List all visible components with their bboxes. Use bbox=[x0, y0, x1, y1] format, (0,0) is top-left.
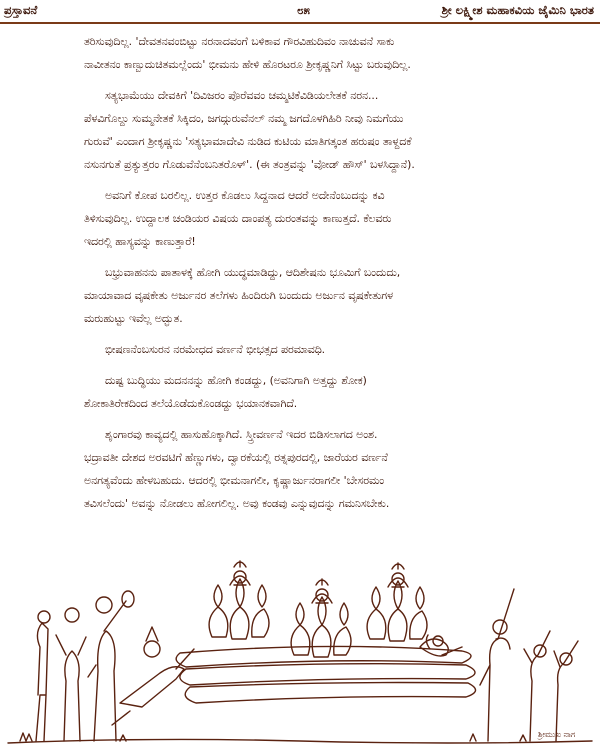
text-line: ತಿಳಿಸುವುದಿಲ್ಲ. ಉದ್ದಾಲಕ ಚಂಡಿಯರ ವಿಷಯ ದಾಂಪತ್ಯ ದುರಂತವನ್ನು ಕಾಣುತ್ತದೆ. ಕೆಲವರು bbox=[84, 212, 392, 225]
text-line: ಭದ್ರಾವತೀ ದೇಶದ ಅರವಟಿಗೆ ಹೆಣ್ಣುಗಳು, ದ್ವಾರಕೆಯಲ್ಲಿ ರತ್ನಪುರದಲ್ಲಿ, ಜಾರೆಯರ ವರ್ಣನೆ bbox=[84, 451, 388, 464]
text-line: ನಸುನಗುತೆ ಪ್ರತ್ಯುತ್ತರಂ ಗೊಡುವೆನೆಂಬನಿತರೊಳ್'. (ಈ ತಂತ್ರವನ್ನು 'ವೋಡ್ ಹೌಸ್' ಬಳಸಿದ್ದಾನೆ). bbox=[84, 158, 415, 171]
text-line: ತರಿಸುವುದಿಲ್ಲ. 'ದೇವತನವಂಬಿಟ್ಟು ನರನಾದವಂಗೆ ಬಳಿಕಾವ ಗೌರವಿಹುದಿವಂ ನಾಚುವನೆ ಸಾಕು bbox=[84, 35, 395, 48]
text-line: ಮರುಹುಟ್ಟು ಇವೆಲ್ಲ ಅದ್ಭುತ. bbox=[84, 312, 183, 325]
ground-line bbox=[8, 739, 592, 743]
paragraph bbox=[84, 338, 524, 361]
paragraph bbox=[84, 261, 524, 330]
text-line: ಇದರಲ್ಲಿ ಹಾಸ್ಯವನ್ನು ಕಾಣುತ್ತಾರೆ! bbox=[84, 235, 196, 248]
page-number: ೮೫ bbox=[297, 3, 310, 17]
paragraph bbox=[84, 369, 524, 415]
text-line: ತವಿಸಲೆಂದು' ಅವನ್ನು ನೋಡಲು ಹೋಗಲಿಲ್ಲ. ಅವು ಕಂಡವು ಎನ್ನುವುದನ್ನು ಗಮನಿಸಬೇಕು. bbox=[84, 497, 390, 510]
lotus-throne-center bbox=[291, 579, 351, 657]
text-line: ಅನಗತ್ಯವೆಂದು ಹೇಳಬಹುದು. ಆದರಲ್ಲಿ ಭೀಮನಾಗಲೀ, ಕೃಷ್ಣಾರ್ಜುನರಾಗಲೀ 'ಬೇಸರಮಂ bbox=[84, 474, 385, 487]
header-section-title: ಪ್ರಸ್ತಾವನೆ bbox=[4, 3, 38, 17]
text-line: ಗುರುವೆ' ಎಂದಾಗ ಶ್ರೀಕೃಷ್ಣನು 'ಸತ್ಯಭಾಮಾದೇವಿ ನುಡಿದ ಕುಟಿಯ ಮಾತಿಗತ್ಕಂತ ಹರುಷಂ ತಾಳ್ದದಕೆ bbox=[84, 135, 412, 148]
text-line: ಶೋಕಾತಿರೇಕದಿಂದ ತಲೆಯೊಡೆದುಕೊಂಡದ್ದು ಭಯಾನಕವಾಗಿದೆ. bbox=[84, 397, 298, 410]
paragraph bbox=[84, 184, 524, 253]
paragraph bbox=[84, 84, 524, 176]
serpent-coil-middle bbox=[180, 664, 475, 685]
text-line: ಬಭ್ರುವಾಹನನು ಪಾತಾಳಕ್ಕೆ ಹೋಗಿ ಯುದ್ಧಮಾಡಿದ್ದು, ಆದಿಶೇಷನು ಭೂಮಿಗೆ ಬಂದುದು, bbox=[105, 266, 401, 279]
text-line: ದುಷ್ಟ ಬುದ್ಧಿಯು ಮದನನನ್ನು ಹೋಗಿ ಕಂಡದ್ದು, (ಅವನಿಗಾಗಿ ಅತ್ತದ್ದು ಶೋಕ) bbox=[105, 374, 367, 387]
paragraph bbox=[84, 423, 524, 515]
standing-figures-right bbox=[480, 589, 578, 741]
paragraph bbox=[84, 30, 524, 76]
header-rule bbox=[0, 22, 600, 24]
text-line: ಶೃಂಗಾರವು ಕಾವ್ಯದಲ್ಲಿ ಹಾಸುಹೊಕ್ಕಾಗಿದೆ. ಸ್ತ್ರೀವರ್ಣನೆ ಇದರ ಬಿಡಿಸಲಾಗದ ಅಂಶ. bbox=[105, 428, 378, 441]
lotus-throne-right bbox=[367, 563, 427, 641]
text-line: ಅವನಿಗೆ ಕೋಪ ಬರಲಿಲ್ಲ. ಉತ್ತರ ಕೊಡಲು ಸಿದ್ದನಾದ ಆದರೆ ಅದೇನೆಂಬುದನ್ನು ಕವಿ bbox=[105, 189, 385, 202]
text-line: ನಾವೀತನಂ ಕಾಣ್ಬುದುಚಿತಮಲ್ಲೆಂದು' ಭೀಮನು ಹೇಳಿ ಹೊರಟರೂ ಶ್ರೀಕೃಷ್ಣನಿಗೆ ಸಿಟ್ಟು ಬರುವುದಿಲ್ಲ. bbox=[84, 58, 411, 71]
vishnu-anantashayana-illustration bbox=[0, 545, 600, 749]
text-line: ಭೀಷಣನೆಂಬಸುರನ ನರಮೇಧದ ವರ್ಣನೆ ಭೀಭತ್ಸದ ಪರಮಾವಧಿ. bbox=[105, 343, 326, 356]
serpent-coil-bottom bbox=[185, 683, 475, 704]
header-book-title: ಶ್ರೀ ಲಕ್ಷ್ಮೀಶ ಮಹಾಕವಿಯ ಜೈಮಿನಿ ಭಾರತ bbox=[441, 3, 594, 17]
body-text bbox=[84, 30, 524, 523]
kneeling-figure bbox=[112, 627, 194, 725]
text-line: ಸತ್ಯಭಾಮೆಯು ದೇವಕಿಗೆ 'ದಿವಿಜರಂ ಪೊರೆವವಂ ಚಮ್ಮಟಿಕೆವಿಡಿಯಲೇತಕೆ ನರನ... bbox=[105, 89, 379, 102]
text-line: ಮಾಯಾವಾದ ವೃಷಕೇತು ಅರ್ಜುನರ ತಲೆಗಳು ಹಿಂದಿರುಗಿ ಬಂದುದು ಅರ್ಜುನ ವೃಷಕೇತುಗಳ bbox=[84, 289, 394, 302]
running-header bbox=[0, 0, 600, 22]
text-line: ಪೆಳವಿಗೊಲ್ದು ಸುಮ್ಮನೇತಕೆ ಸಿಕ್ಕಿದಂ, ಜಗದ್ಗುರುವೆನಲ್ ನಮ್ಮ ಜಗದೊಳಗಿಹಿರಿ ನೀವು ನಿಮಗೆಯು bbox=[84, 112, 404, 125]
lotus-throne-left bbox=[209, 561, 269, 639]
artist-signature: ಶ್ರೀಮುಖ ನಾಗ bbox=[538, 730, 576, 739]
